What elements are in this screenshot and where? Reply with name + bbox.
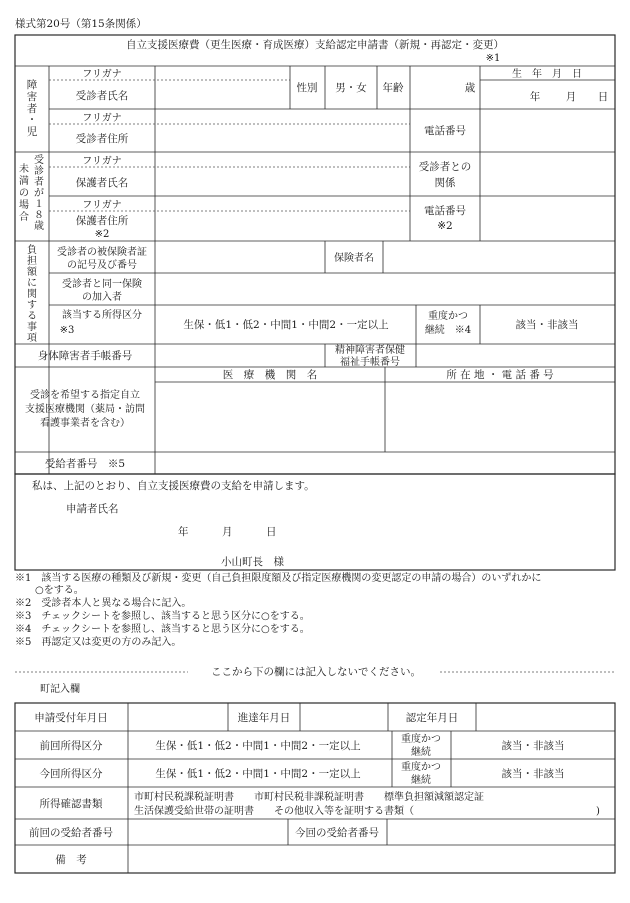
- relation-field[interactable]: [481, 153, 614, 195]
- institution-label-3: 看護事業者を含む）: [40, 418, 130, 429]
- svg-text:・: ・: [26, 114, 38, 126]
- mental-handbook-label-1: 精神障害者保健: [335, 345, 405, 356]
- insurance-number-field[interactable]: [156, 242, 324, 272]
- institution-name-field[interactable]: [156, 383, 384, 451]
- svg-text:障: 障: [26, 79, 38, 91]
- svg-text:者: 者: [34, 177, 44, 188]
- svg-text:負: 負: [27, 245, 37, 256]
- guardian-address-label: 保護者住所: [75, 215, 129, 227]
- mental-handbook-label-2: 福祉手帳番号: [340, 357, 400, 368]
- remarks-field[interactable]: [129, 846, 614, 872]
- svg-text:関: 関: [27, 289, 37, 300]
- received-date-field[interactable]: [129, 704, 227, 730]
- severe-yes-no[interactable]: 該当・非該当: [515, 319, 579, 331]
- guardian-address-note: ※2: [94, 229, 110, 240]
- approved-date-field[interactable]: [477, 704, 614, 730]
- svg-text:８: ８: [34, 210, 44, 221]
- patient-address-field[interactable]: [156, 110, 409, 151]
- guardian-phone-field[interactable]: [481, 197, 614, 240]
- application-date-field[interactable]: [178, 525, 277, 538]
- severe-label-1: 重度かつ: [428, 311, 468, 322]
- guardian-phone-note: ※2: [437, 220, 453, 232]
- svg-text:年: 年: [178, 526, 189, 538]
- guardian-name-field[interactable]: [156, 153, 409, 195]
- income-class-label-1: 該当する所得区分: [62, 310, 142, 321]
- svg-text:歳: 歳: [34, 221, 44, 232]
- gender-options[interactable]: 男・女: [335, 82, 367, 94]
- svg-text:○をする。: ○をする。: [15, 585, 84, 596]
- recipient-number-field[interactable]: [156, 453, 614, 473]
- svg-text:※3 チェックシートを参照し、該当すると思う区分に○をする。: ※3 チェックシートを参照し、該当すると思う区分に○をする。: [15, 611, 310, 622]
- guardian-phone-label: 電話番号: [424, 205, 466, 217]
- office-table: [15, 703, 615, 873]
- prev-income-label: 前回所得区分: [39, 740, 103, 752]
- institution-name-header: 医 療 機 関 名: [222, 369, 318, 381]
- svg-text:る: る: [27, 311, 37, 322]
- curr-number-label: 今回の受給者番号: [295, 827, 379, 839]
- applicant-name-field[interactable]: [130, 500, 430, 516]
- age-unit: 歳: [464, 82, 476, 94]
- svg-text:満: 満: [19, 176, 29, 187]
- svg-text:に: に: [27, 278, 37, 289]
- title-note-mark: ※1: [485, 53, 501, 64]
- relation-label-1: 受診者との: [418, 161, 472, 173]
- curr-severe-label-2: 継続: [411, 775, 431, 786]
- svg-text:す: す: [27, 300, 37, 311]
- remarks-label: 備 考: [55, 854, 87, 866]
- patient-address-label: 受診者住所: [75, 133, 129, 145]
- prev-severe-label-2: 継続: [411, 747, 431, 758]
- age-label: 年齢: [382, 82, 404, 94]
- prev-income-options[interactable]: 生保・低1・低2・中間1・中間2・一定以上: [155, 740, 361, 752]
- svg-text:診: 診: [34, 166, 44, 177]
- insurer-name-label: 保険者名: [334, 253, 374, 264]
- docs-line-2[interactable]: 生活保護受給世帯の証明書 その他収入等を証明する書類（: [134, 806, 414, 817]
- svg-text:者: 者: [26, 103, 38, 115]
- address-furigana-label: フリガナ: [82, 113, 122, 124]
- institution-address-field[interactable]: [386, 383, 614, 451]
- relation-label-2: 関係: [434, 177, 456, 189]
- same-insurance-field[interactable]: [156, 274, 614, 304]
- insurer-name-field[interactable]: [384, 242, 614, 272]
- income-class-options[interactable]: 生保・低1・低2・中間1・中間2・一定以上: [183, 319, 389, 331]
- institution-label-2: 支援医療機関（薬局・訪問: [25, 404, 145, 415]
- guardian-name-label: 保護者氏名: [75, 177, 129, 189]
- insurance-number-label-1: 受診者の被保険者証: [57, 247, 147, 258]
- mental-handbook-field[interactable]: [417, 345, 614, 366]
- curr-income-label: 今回所得区分: [39, 768, 103, 780]
- same-insurance-label-1: 受診者と同一保険: [62, 279, 142, 290]
- svg-text:場: 場: [19, 200, 29, 211]
- svg-text:日: 日: [266, 526, 277, 538]
- declaration-block: [15, 474, 615, 570]
- gender-label: 性別: [296, 82, 318, 94]
- svg-text:※4 チェックシートを参照し、該当すると思う区分に○をする。: ※4 チェックシートを参照し、該当すると思う区分に○をする。: [15, 624, 310, 635]
- svg-text:日: 日: [597, 91, 609, 103]
- form-title: 自立支援医療費（更生医療・育成医療）支給認定申請書（新規・再認定・変更）: [126, 39, 504, 51]
- forwarded-date-field[interactable]: [301, 704, 387, 730]
- institution-label-1: 受診を希望する指定自立: [30, 390, 140, 401]
- svg-text:担: 担: [27, 256, 37, 267]
- prev-number-label: 前回の受給者番号: [29, 827, 113, 839]
- svg-text:の: の: [19, 188, 29, 199]
- svg-text:項: 項: [27, 333, 37, 344]
- svg-text:※5 再認定又は変更の方のみ記入。: ※5 再認定又は変更の方のみ記入。: [15, 637, 182, 648]
- guardian-address-field[interactable]: [156, 197, 409, 240]
- office-heading: 町記入欄: [40, 684, 80, 695]
- declaration-text: 私は、上記のとおり、自立支援医療費の支給を申請します。: [32, 480, 315, 492]
- patient-name-field[interactable]: [156, 67, 289, 108]
- prev-severe-yes-no[interactable]: 該当・非該当: [501, 740, 565, 752]
- svg-text:害: 害: [26, 91, 38, 103]
- approved-date-label: 認定年月日: [405, 712, 459, 724]
- docs-close-paren: ): [596, 806, 600, 817]
- svg-text:事: 事: [27, 322, 37, 333]
- patient-phone-field[interactable]: [481, 110, 614, 151]
- svg-text:月: 月: [565, 91, 577, 103]
- severe-label-2: 継続 ※4: [424, 325, 472, 336]
- addressee: 小山町長 様: [221, 556, 284, 568]
- patient-phone-label: 電話番号: [424, 125, 466, 137]
- svg-text:※2 受診者本人と異なる場合に記入。: ※2 受診者本人と異なる場合に記入。: [15, 598, 192, 609]
- svg-text:未: 未: [19, 164, 29, 175]
- institution-address-header: 所 在 地 ・ 電 話 番 号: [446, 369, 554, 381]
- docs-label: 所得確認書類: [39, 798, 103, 810]
- notes: [15, 571, 541, 648]
- svg-text:年: 年: [529, 91, 541, 103]
- applicant-name-label: 申請者氏名: [66, 503, 119, 515]
- prev-severe-label-1: 重度かつ: [401, 734, 441, 745]
- dob-label: 生 年 月 日: [512, 69, 582, 80]
- guardian-address-furigana-label: フリガナ: [82, 200, 122, 211]
- forwarded-date-label: 進達年月日: [237, 712, 291, 724]
- disability-handbook-field[interactable]: [156, 345, 324, 366]
- svg-text:※1 該当する医療の種類及び新規・変更（自己負担限度額及び指: ※1 該当する医療の種類及び新規・変更（自己負担限度額及び指定医療機関の変更認定の申請の場合）のいずれかに: [15, 573, 542, 584]
- curr-number-field[interactable]: [388, 820, 614, 844]
- prev-number-field[interactable]: [129, 820, 287, 844]
- burden-side-label: [27, 243, 38, 344]
- svg-text:が: が: [34, 188, 44, 199]
- applicant-table: [15, 35, 615, 474]
- patient-furigana-label: フリガナ: [82, 69, 122, 80]
- patient-side-label: [27, 78, 38, 138]
- svg-text:受: 受: [34, 155, 44, 166]
- curr-severe-yes-no[interactable]: 該当・非該当: [501, 768, 565, 780]
- svg-text:児: 児: [26, 126, 38, 138]
- svg-text:月: 月: [222, 526, 233, 538]
- svg-text:１: １: [34, 199, 44, 210]
- svg-text:額: 額: [27, 267, 37, 278]
- form-number: 様式第20号（第15条関係）: [15, 18, 147, 30]
- disability-handbook-label: 身体障害者手帳番号: [37, 350, 133, 362]
- docs-line-1[interactable]: 市町村民税課税証明書 市町村民税非課税証明書 標準負担額減額認定証: [134, 792, 484, 803]
- guardian-furigana-label: フリガナ: [82, 156, 122, 167]
- curr-income-options[interactable]: 生保・低1・低2・中間1・中間2・一定以上: [155, 768, 361, 780]
- recipient-number-label: 受給者番号 ※5: [44, 458, 126, 470]
- insurance-number-label-2: の記号及び番号: [67, 260, 137, 271]
- guardian-side-label: [19, 154, 44, 232]
- curr-severe-label-1: 重度かつ: [401, 762, 441, 773]
- received-date-label: 申請受付年月日: [34, 712, 108, 724]
- patient-name-label: 受診者氏名: [75, 90, 129, 102]
- income-class-note: ※3: [59, 325, 75, 336]
- svg-text:合: 合: [19, 212, 29, 223]
- same-insurance-label-2: の加入者: [82, 292, 122, 303]
- dob-field[interactable]: [530, 90, 609, 103]
- divider-text: ここから下の欄には記入しないでください。: [211, 666, 421, 678]
